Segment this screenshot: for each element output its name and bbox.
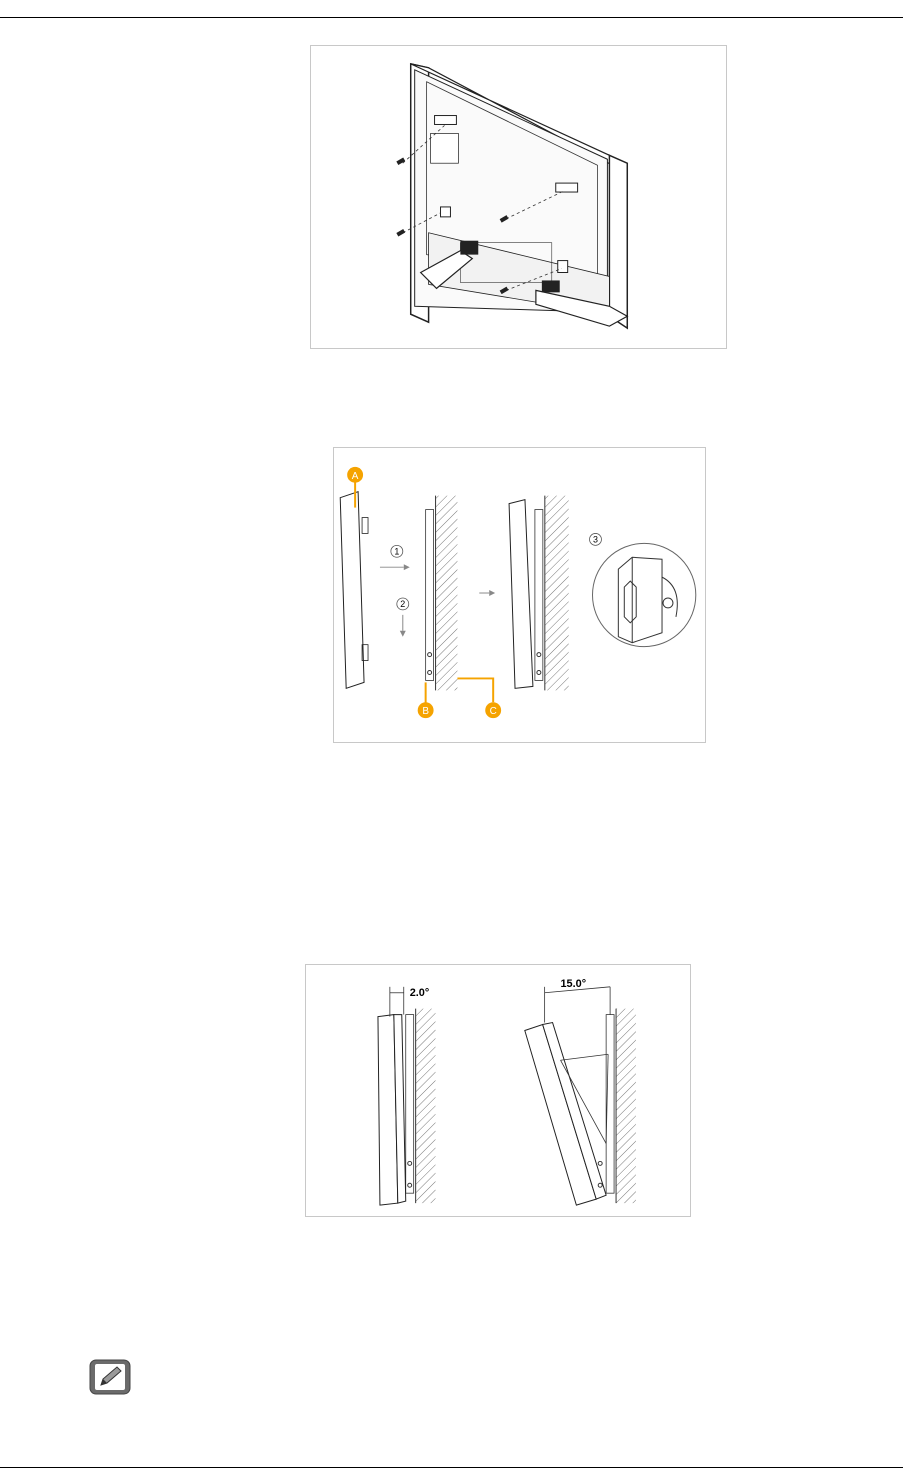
- figure-tilt-angles: [305, 964, 691, 1217]
- step-3-label: 3: [592, 534, 598, 545]
- callout-a-label: A: [351, 470, 359, 482]
- header-rule: [0, 17, 903, 18]
- angle-15-label: 15.0°: [560, 977, 587, 990]
- step-2-label: 2: [400, 598, 406, 609]
- step-1-label: 1: [394, 546, 400, 557]
- callout-b-label: B: [422, 706, 429, 718]
- callout-c-label: C: [489, 706, 497, 718]
- footer-rule: [0, 1467, 903, 1468]
- tilt-angles-illustration: [306, 965, 690, 1216]
- angle-2-label: 2.0°: [409, 986, 430, 999]
- note-pencil-icon: [89, 1359, 131, 1395]
- figure-mounting-sequence: [333, 447, 706, 743]
- mounting-sequence-illustration: [334, 448, 705, 742]
- figure-rear-panel-screws: [310, 45, 727, 349]
- rear-panel-illustration: [311, 46, 726, 348]
